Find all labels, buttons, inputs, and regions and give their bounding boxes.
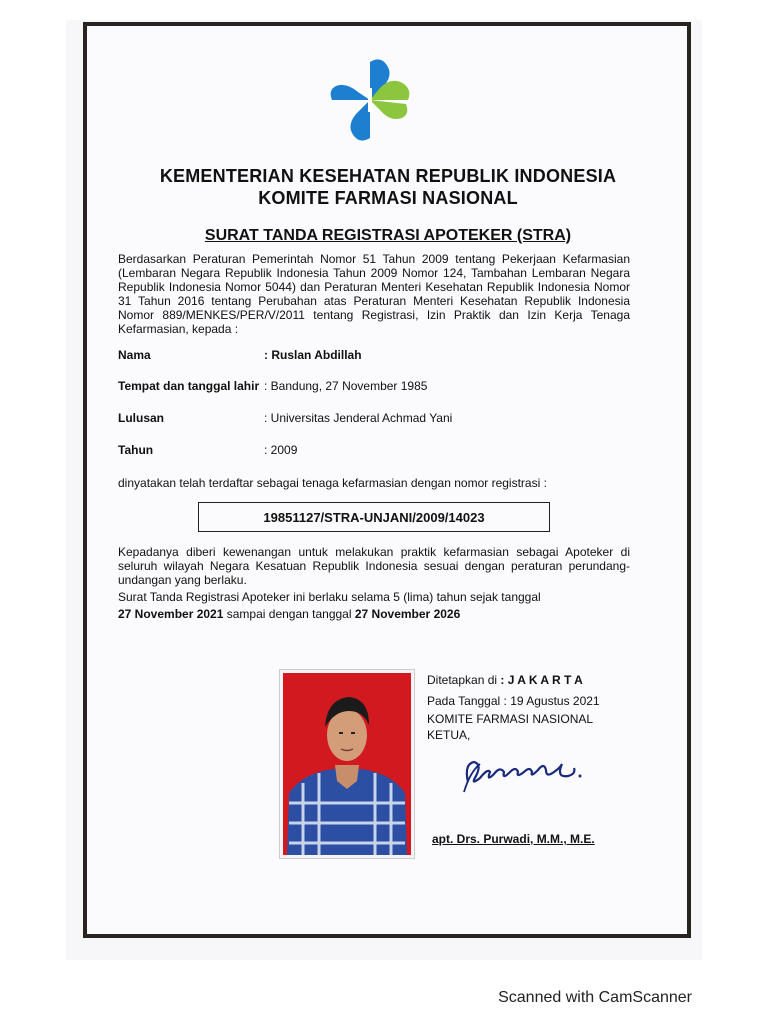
field-value-year: : 2009	[264, 443, 298, 457]
validity-start: 27 November 2021	[118, 607, 224, 621]
ministry-logo-icon	[328, 56, 412, 144]
validity-period	[118, 607, 630, 621]
document-title: SURAT TANDA REGISTRASI APOTEKER (STRA)	[204, 227, 572, 244]
scanner-watermark: Scanned with CamScanner	[498, 989, 692, 1006]
signer-name: apt. Drs. Purwadi, M.M., M.E.	[432, 832, 595, 846]
intro-paragraph: Berdasarkan Peraturan Pemerintah Nomor 51 Tahun 2009 tentang Pekerjaan Kefarmasian (Lembaran Negara Republik Indonesia Tahun 2009 Nomor 124, Tambahan Lembaran Negara Republik Indonesia Nomor 5044) dan Peraturan Menteri Kesehatan Republik Indonesia Nomor 31 Tahun 2016 tentang Perubahan atas Peraturan Menteri Kesehatan Republik Indonesia Nomor 889/MENKES/PER/V/2011 tentang Registrasi, Izin Praktik dan Izin Kerja Tenaga Kefarmasian, kepada :	[118, 252, 630, 336]
registration-statement: dinyatakan telah terdaftar sebagai tenaga kefarmasian dengan nomor registrasi :	[118, 476, 547, 490]
field-value-birth: : Bandung, 27 November 1985	[264, 379, 428, 393]
field-value-graduate: : Universitas Jenderal Achmad Yani	[264, 411, 453, 425]
portrait-image	[283, 673, 411, 855]
signing-org: KOMITE FARMASI NASIONAL	[427, 712, 594, 726]
place-label: Ditetapkan di	[427, 673, 498, 687]
validity-middle: sampai dengan tanggal	[226, 607, 352, 621]
ministry-heading: KEMENTERIAN KESEHATAN REPUBLIK INDONESIA	[159, 166, 617, 186]
handwritten-signature	[460, 742, 590, 798]
holder-photo	[280, 670, 414, 858]
date-label: Pada Tanggal	[427, 694, 501, 708]
field-value-name: : Ruslan Abdillah	[264, 348, 362, 362]
signing-role: KETUA,	[427, 728, 471, 742]
validity-end: 27 November 2026	[354, 607, 461, 621]
authority-paragraph: Kepadanya diberi kewenangan untuk melakukan praktik kefarmasian sebagai Apoteker di seluruh wilayah Negara Kesatuan Republik Indonesia sesuai dengan peraturan perundang-undangan yang berlaku.	[118, 545, 630, 587]
place-line	[427, 673, 583, 687]
field-label-year: Tahun	[118, 443, 154, 457]
validity-text: Surat Tanda Registrasi Apoteker ini berlaku selama 5 (lima) tahun sejak tanggal	[118, 590, 541, 604]
place-value: : J A K A R T A	[500, 673, 583, 687]
date-value: : 19 Agustus 2021	[503, 694, 600, 708]
field-label-graduate: Lulusan	[118, 411, 165, 425]
registration-number: 19851127/STRA-UNJANI/2009/14023	[263, 509, 485, 525]
registration-number-box	[198, 502, 550, 532]
date-line	[427, 694, 600, 708]
committee-heading: KOMITE FARMASI NASIONAL	[258, 188, 518, 208]
field-label-name: Nama	[118, 348, 151, 362]
field-label-birth: Tempat dan tanggal lahir	[118, 379, 260, 393]
